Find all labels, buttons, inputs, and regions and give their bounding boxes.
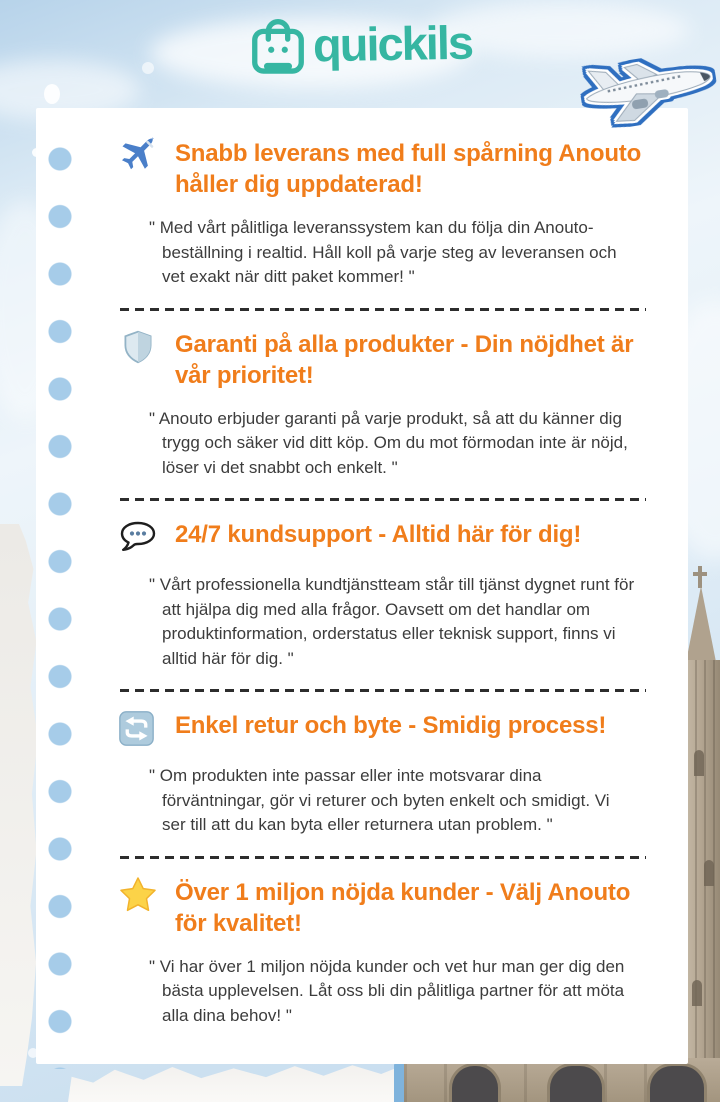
- cathedral-tower: [686, 660, 720, 1102]
- feature-section-returns: [118, 710, 648, 838]
- dashed-separator: [120, 498, 646, 501]
- feature-body: " Anouto erbjuder garanti på varje produkt, så att du känner dig trygg och säker vid ditt köp. Om du mot förmodan inte är nöjd, löser vi det snabbt och enkelt. ": [149, 408, 628, 477]
- snow-speck: [44, 84, 60, 104]
- feature-section-guarantee: [118, 329, 648, 481]
- feature-body: " Vårt professionella kundtjänstteam står till tjänst dygnet runt för att hjälpa dig med alla frågor. Oavsett om det handlar om produktinformation, orderstatus eller teknisk support, finns vi alltid här för dig. ": [149, 575, 635, 668]
- cathedral-door: [550, 1066, 602, 1102]
- feature-section-support: [118, 519, 648, 671]
- feature-card: [36, 108, 688, 1064]
- feature-heading: Enkel retur och byte - Smidig process!: [175, 712, 607, 739]
- cathedral-niche: [694, 750, 704, 776]
- torn-paper-left: [0, 524, 38, 1086]
- dashed-separator: [120, 856, 646, 859]
- feature-section-delivery: [118, 138, 648, 290]
- cathedral-spire: [686, 586, 716, 662]
- dashed-separator: [120, 308, 646, 311]
- feature-section-customers: [118, 877, 648, 1029]
- cathedral-niche: [704, 860, 714, 886]
- feature-body: " Vi har över 1 miljon nöjda kunder och vet hur man ger dig den bästa upplevelsen. Låt oss bli din pålitliga partner för att möta alla dina behov! ": [149, 956, 625, 1025]
- feature-heading: 24/7 kundsupport - Alltid här för dig!: [175, 521, 582, 548]
- feature-body: " Med vårt pålitliga leveranssystem kan du följa din Anouto-beställning i realtid. Håll koll på varje steg av leveransen och vet exakt när ditt paket kommer! ": [149, 218, 617, 286]
- shopping-bag-logo-icon: [247, 10, 309, 76]
- cathedral-image-right: [688, 560, 720, 1102]
- star-icon: [118, 875, 158, 915]
- feature-heading: Snabb leverans med full spårning Anouto håller dig uppdaterad!: [175, 140, 642, 198]
- cathedral-image-bottom: [404, 1058, 720, 1102]
- brand-wordmark: quickils: [313, 15, 473, 71]
- cathedral-door: [452, 1066, 498, 1102]
- dot-column: [48, 147, 72, 1069]
- speech-bubble-icon: [118, 517, 158, 557]
- return-arrows-icon: [118, 708, 158, 748]
- feature-body: " Om produkten inte passar eller inte motsvarar dina förväntningar, gör vi returer och byten enkelt och smidigt. Vi ser till att du kan byta eller returnera utan problem. ": [149, 766, 610, 834]
- cathedral-niche: [692, 980, 702, 1006]
- cathedral-door: [650, 1066, 704, 1102]
- dashed-separator: [120, 689, 646, 692]
- shield-icon: [118, 327, 158, 367]
- feature-heading: Över 1 miljon nöjda kunder - Välj Anouto för kvalitet!: [175, 878, 631, 937]
- airplane-icon: [118, 136, 158, 176]
- cathedral-cross: [698, 566, 702, 588]
- feature-heading: Garanti på alla produkter - Din nöjdhet är vår prioritet!: [175, 330, 634, 389]
